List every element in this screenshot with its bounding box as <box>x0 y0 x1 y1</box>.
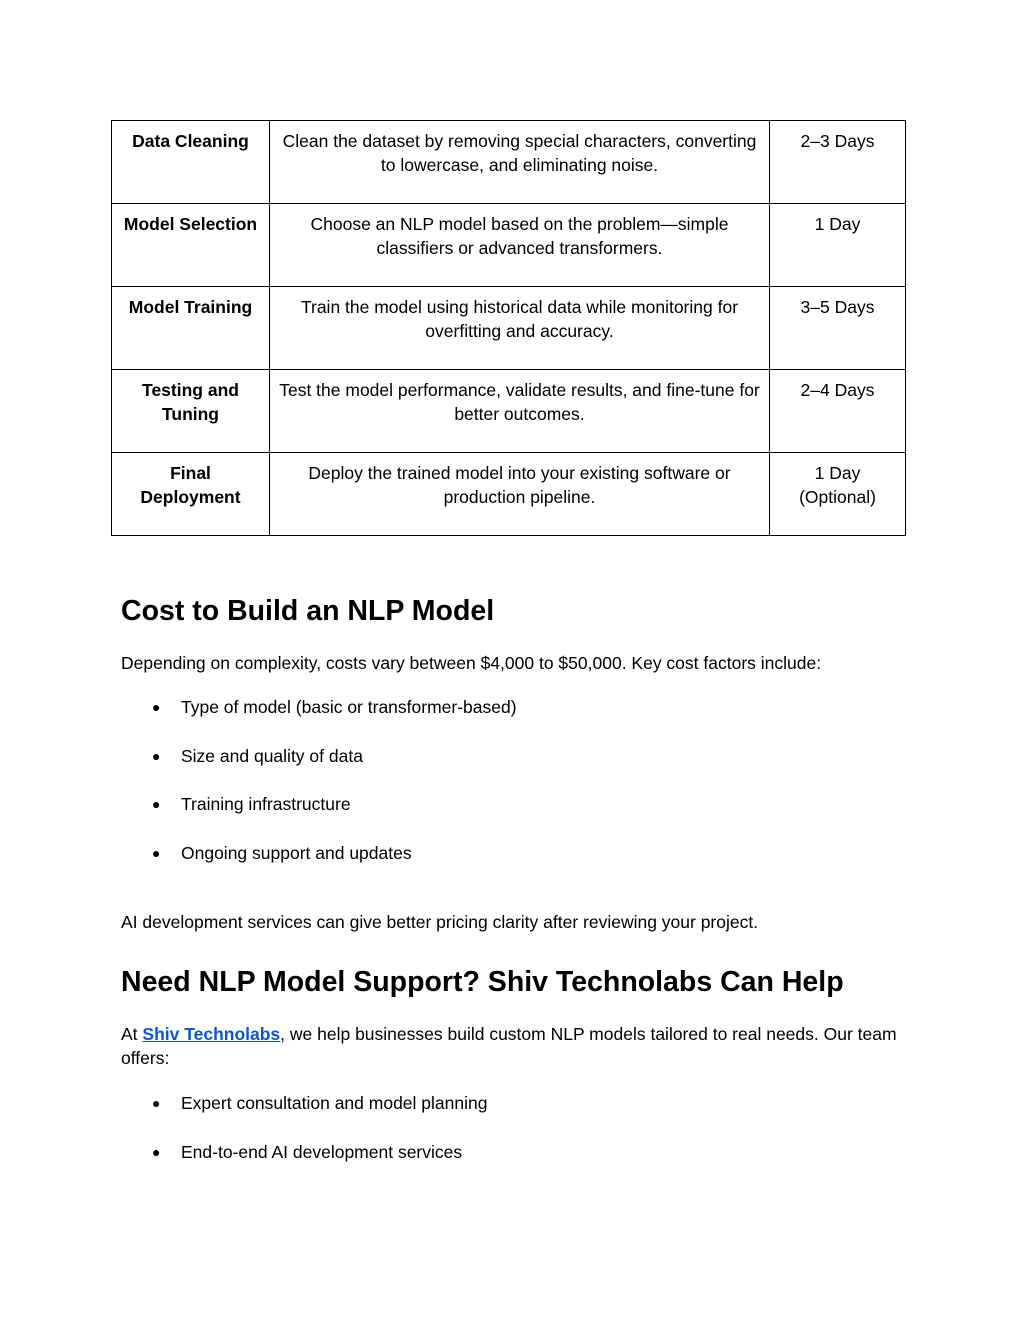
bullet-icon: ● <box>152 1095 161 1111</box>
development-stages-table <box>111 120 906 536</box>
stage-cell: Final Deployment <box>112 453 270 536</box>
description-cell: Choose an NLP model based on the problem—simple classifiers or advanced transformers. <box>270 204 770 287</box>
bullet-icon: ● <box>152 699 161 715</box>
duration-cell: 3–5 Days <box>770 287 906 370</box>
description-cell: Test the model performance, validate results, and fine-tune for better outcomes. <box>270 370 770 453</box>
cost-intro: Depending on complexity, costs vary between $4,000 to $50,000. Key cost factors include: <box>121 653 822 673</box>
stage-cell: Model Selection <box>112 204 270 287</box>
shiv-technolabs-link[interactable]: Shiv Technolabs <box>142 1024 281 1044</box>
table-row <box>112 370 906 453</box>
description-cell: Train the model using historical data while monitoring for overfitting and accuracy. <box>270 287 770 370</box>
list-item: ● End-to-end AI development services <box>152 1141 463 1162</box>
list-item: ● Type of model (basic or transformer-based) <box>152 697 517 717</box>
description-cell: Clean the dataset by removing special characters, converting to lowercase, and eliminating noise. <box>270 121 770 204</box>
list-item: ● Expert consultation and model planning <box>152 1093 488 1113</box>
timeline-table-container <box>111 120 906 536</box>
support-heading: Need NLP Model Support? Shiv Technolabs Can Help <box>121 966 844 998</box>
duration-cell: 1 Day <box>770 204 906 287</box>
duration-cell: 1 Day (Optional) <box>770 453 906 536</box>
bullet-icon: ● <box>152 796 161 813</box>
bullet-icon: ● <box>152 747 161 764</box>
stage-cell: Testing and Tuning <box>112 370 270 453</box>
list-item: ● Training infrastructure <box>152 794 351 815</box>
list-item: ● Size and quality of data <box>152 745 363 766</box>
cost-factors-list <box>121 695 911 890</box>
table-row <box>112 287 906 370</box>
bullet-icon: ● <box>152 845 161 862</box>
duration-cell: 2–3 Days <box>770 121 906 204</box>
support-offers-list <box>121 1091 911 1188</box>
table-row <box>112 453 906 536</box>
pricing-note: AI development services can give better pricing clarity after reviewing your project. <box>121 912 759 932</box>
bullet-icon: ● <box>152 1143 161 1160</box>
stage-cell: Model Training <box>112 287 270 370</box>
table-row <box>112 121 906 204</box>
stage-cell: Data Cleaning <box>112 121 270 204</box>
description-cell: Deploy the trained model into your existing software or production pipeline. <box>270 453 770 536</box>
cost-heading: Cost to Build an NLP Model <box>121 595 495 627</box>
duration-cell: 2–4 Days <box>770 370 906 453</box>
list-item: ● Ongoing support and updates <box>152 843 412 864</box>
table-row <box>112 204 906 287</box>
support-intro: At Shiv Technolabs, we help businesses build custom NLP models tailored to real needs. Our team offers: <box>121 1024 897 1068</box>
